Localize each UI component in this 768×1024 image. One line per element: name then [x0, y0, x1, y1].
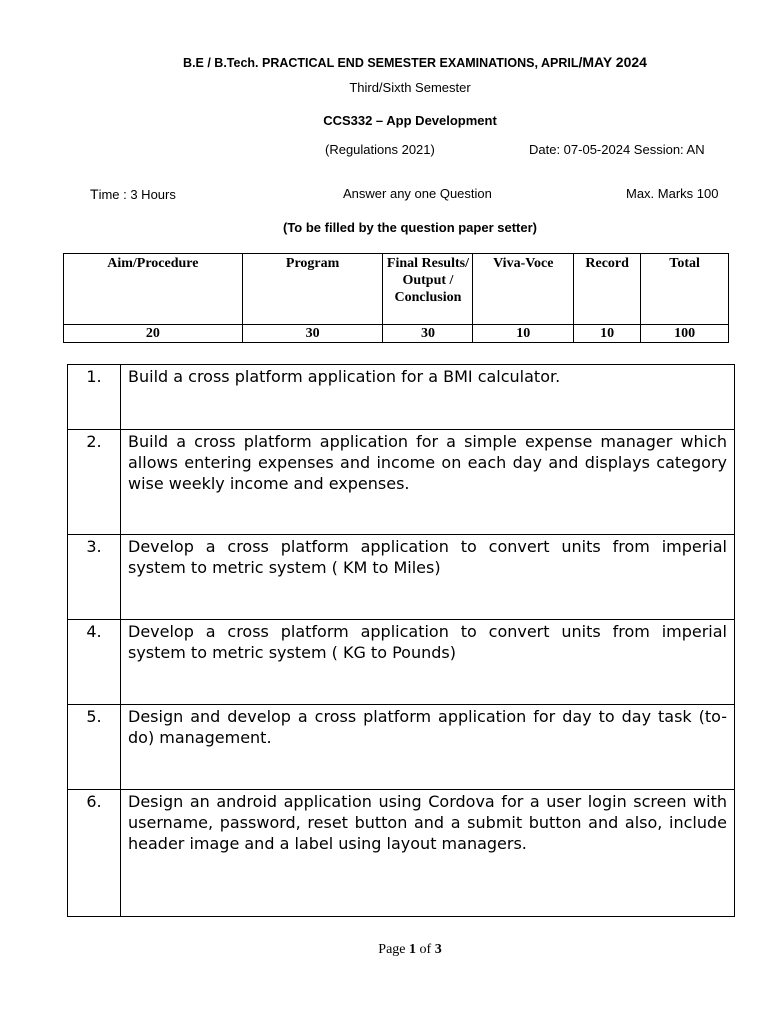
marks-header-cell: Aim/Procedure	[64, 254, 243, 325]
exam-title-month: /MAY 2024	[578, 54, 647, 70]
exam-duration-rest: ime : 3 Hours	[98, 187, 176, 202]
marks-table	[63, 253, 729, 343]
question-row	[68, 705, 735, 790]
question-text: Build a cross platform application for a simple expense manager which allows entering expenses and income on each day and displays category wise weekly income and expenses.	[121, 430, 735, 535]
current-page: 1	[409, 942, 417, 957]
regulations: (Regulations 2021)	[325, 142, 435, 157]
exam-duration-first: T	[90, 186, 99, 202]
date-session: Date: 07-05-2024 Session: AN	[529, 142, 705, 157]
course-title: CCS332 – App Development	[323, 113, 497, 128]
page-word: Page	[378, 942, 410, 957]
question-row	[68, 790, 735, 917]
question-number: 6.	[68, 790, 121, 917]
question-number: 4.	[68, 620, 121, 705]
marks-header-cell: Program	[242, 254, 383, 325]
of-word: of	[416, 942, 435, 957]
total-pages: 3	[434, 942, 442, 957]
instruction: Answer any one Question	[343, 186, 492, 201]
marks-value-cell: 30	[383, 325, 473, 343]
marks-value-cell: 20	[64, 325, 243, 343]
exam-title	[0, 54, 768, 70]
question-text: Design and develop a cross platform application for day to day task (to-do) management.	[121, 705, 735, 790]
question-text: Design an android application using Cordova for a user login screen with username, password, reset button and a submit button and also, include header image and a label using layout managers.	[121, 790, 735, 917]
question-text: Develop a cross platform application to convert units from imperial system to metric system ( KG to Pounds)	[121, 620, 735, 705]
question-row	[68, 620, 735, 705]
question-number: 3.	[68, 535, 121, 620]
question-number: 2.	[68, 430, 121, 535]
marks-value-row	[64, 325, 729, 343]
marks-header-cell: Record	[574, 254, 641, 325]
setter-note: (To be filled by the question paper setter)	[282, 220, 537, 235]
question-number: 5.	[68, 705, 121, 790]
exam-title-main: B.E / B.Tech. PRACTICAL END SEMESTER EXAMINATIONS, APRIL	[183, 56, 579, 70]
marks-value-cell: 100	[641, 325, 729, 343]
marks-value-cell: 10	[473, 325, 574, 343]
max-marks: Max. Marks 100	[626, 186, 719, 201]
question-row	[68, 365, 735, 430]
marks-value-cell: 10	[574, 325, 641, 343]
marks-header-cell: Total	[641, 254, 729, 325]
marks-header-cell: Final Results/ Output / Conclusion	[383, 254, 473, 325]
question-row	[68, 535, 735, 620]
marks-header-cell: Viva-Voce	[473, 254, 574, 325]
question-text: Build a cross platform application for a BMI calculator.	[121, 365, 735, 430]
marks-value-cell: 30	[242, 325, 383, 343]
question-number: 1.	[68, 365, 121, 430]
question-text: Develop a cross platform application to convert units from imperial system to metric system ( KM to Miles)	[121, 535, 735, 620]
page-footer	[0, 942, 768, 958]
marks-header-row	[64, 254, 729, 325]
questions-table	[67, 364, 735, 917]
question-row	[68, 430, 735, 535]
exam-duration	[90, 186, 176, 202]
semester: Third/Sixth Semester	[349, 80, 471, 95]
